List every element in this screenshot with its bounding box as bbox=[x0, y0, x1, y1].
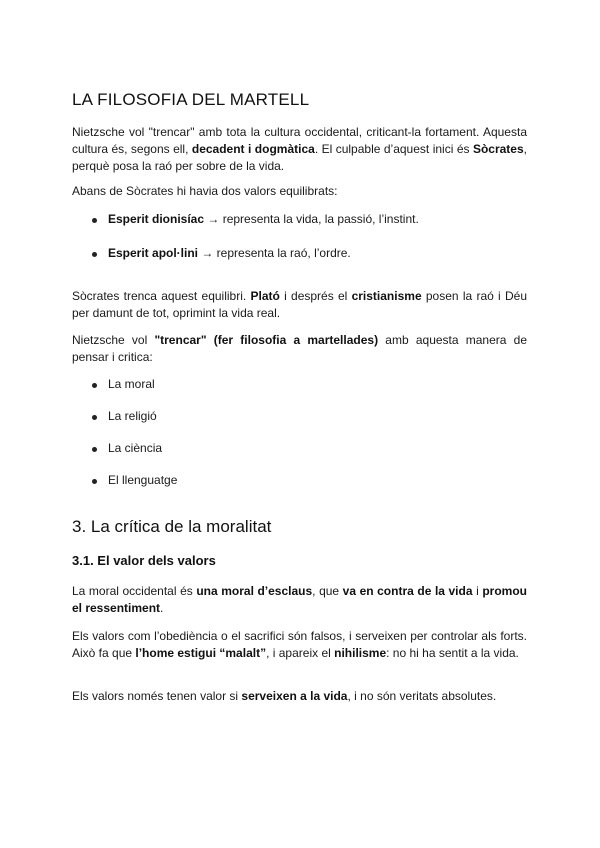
bullet-icon bbox=[92, 383, 97, 388]
paragraph-nihilism: Els valors com l’obediència o el sacrifici són falsos, i serveixen per controlar als forts. Això fa que l’home estigui “malalt”, i apareix el nihilisme: no hi ha sentit a la vida. bbox=[72, 629, 527, 660]
paragraph-intro: Nietzsche vol "trencar" amb tota la cultura occidental, criticant-la fortament. Aquesta cultura és, segons ell, decadent i dogmàtica. El culpable d’aquest inici és Sòcrates, perquè posa la raó per sobre de la vida. bbox=[72, 125, 527, 173]
paragraph-value-of-values: Els valors només tenen valor si serveixen a la vida, i no són veritats absolutes. bbox=[72, 689, 497, 703]
subsection-heading: 3.1. El valor dels valors bbox=[72, 553, 216, 568]
bullet-icon bbox=[92, 415, 97, 420]
paragraph-values-intro: Abans de Sòcrates hi havia dos valors equilibrats: bbox=[72, 184, 338, 198]
paragraph-hammer: Nietzsche vol "trencar" (fer filosofia a martellades) amb aquesta manera de pensar i critica: bbox=[72, 333, 527, 364]
paragraph-socrates: Sòcrates trenca aquest equilibri. Plató i després el cristianisme posen la raó i Déu per damunt de tot, oprimint la vida real. bbox=[72, 289, 527, 320]
bullet-icon bbox=[92, 218, 97, 223]
section-heading: 3. La crítica de la moralitat bbox=[72, 517, 272, 536]
bullet-icon bbox=[92, 252, 97, 257]
page-title: LA FILOSOFIA DEL MARTELL bbox=[72, 90, 310, 109]
paragraph-slave-morality: La moral occidental és una moral d’esclaus, que va en contra de la vida i promou el ressentiment. bbox=[72, 584, 527, 615]
bullet-icon bbox=[92, 447, 97, 452]
bullet-icon bbox=[92, 479, 97, 484]
